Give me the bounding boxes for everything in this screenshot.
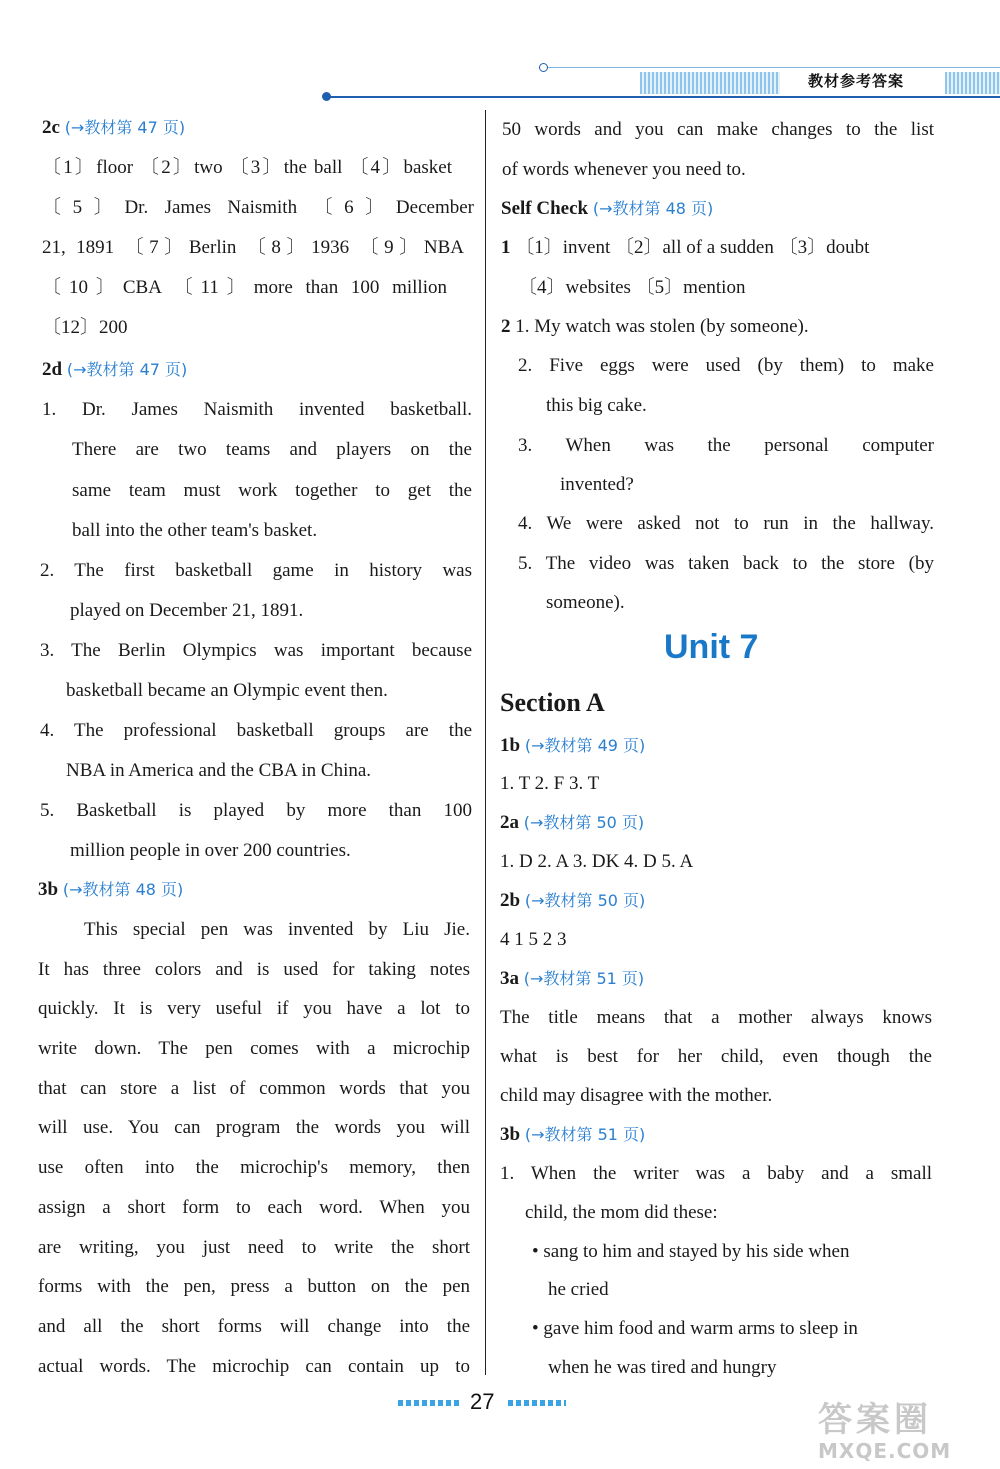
column-divider bbox=[485, 110, 486, 1375]
paragraph-line: what is best for her child, even though the bbox=[500, 1046, 932, 1067]
answer-line: 2. Five eggs were used (by them) to make bbox=[518, 355, 934, 376]
heading-2d: 2d (→教材第 47 页) bbox=[42, 359, 188, 380]
paragraph-line: This special pen was invented by Liu Jie. bbox=[84, 919, 470, 940]
paragraph-line: that can store a list of common words that you bbox=[38, 1078, 470, 1099]
paragraph-line: quickly. It is very useful if you have a lot to bbox=[38, 998, 470, 1019]
paragraph-line: use often into the microchip's memory, then bbox=[38, 1157, 470, 1178]
paragraph-line: and all the short forms will change into the bbox=[38, 1316, 470, 1337]
header-thin-line bbox=[548, 67, 1000, 68]
answer-line: 〔4〕websites 〔5〕mention bbox=[518, 277, 746, 298]
answer-line: invented? bbox=[560, 474, 634, 495]
answer-line: 〔12〕200 bbox=[42, 317, 128, 338]
paragraph-line: forms with the pen, press a button on the pen bbox=[38, 1276, 470, 1297]
paragraph-line: It has three colors and is used for taking notes bbox=[38, 959, 470, 980]
answer-line: 〔1〕floor 〔2〕two 〔3〕the ball 〔4〕basket bbox=[42, 157, 452, 178]
paragraph-line: will use. You can program the words you will bbox=[38, 1117, 470, 1138]
answer-line: 1. D 2. A 3. DK 4. D 5. A bbox=[500, 851, 694, 872]
answer-line: 3. When was the personal computer bbox=[518, 435, 934, 456]
answer-line: 〔5〕Dr. James Naismith 〔6〕December bbox=[42, 197, 474, 218]
heading-3a: 3a (→教材第 51 页) bbox=[500, 968, 645, 989]
paragraph-line: The title means that a mother always knows bbox=[500, 1007, 932, 1028]
answer-line: someone). bbox=[546, 592, 625, 613]
watermark-logo: 答案圈 MXQE.COM bbox=[818, 1400, 952, 1463]
answer-line: 1 〔1〕invent 〔2〕all of a sudden 〔3〕doubt bbox=[501, 237, 870, 258]
answer-line: million people in over 200 countries. bbox=[70, 840, 351, 861]
answer-line: 5. Basketball is played by more than 100 bbox=[40, 800, 472, 821]
bullet-line: when he was tired and hungry bbox=[548, 1357, 777, 1378]
answer-line: same team must work together to get the bbox=[72, 480, 472, 501]
answer-line: 4. We were asked not to run in the hallway. bbox=[518, 513, 934, 534]
heading-2c: 2c (→教材第 47 页) bbox=[42, 117, 186, 138]
paragraph-line: are writing, you just need to write the short bbox=[38, 1237, 470, 1258]
paragraph-line: of words whenever you need to. bbox=[502, 159, 746, 180]
paragraph-line: child may disagree with the mother. bbox=[500, 1085, 773, 1106]
page-number-ornament-left bbox=[398, 1400, 460, 1406]
answer-line: 〔10〕CBA 〔11〕more than 100 million bbox=[42, 277, 447, 298]
bullet-line: • sang to him and stayed by his side when bbox=[532, 1241, 850, 1262]
answer-line: 21, 1891 〔7〕Berlin 〔8〕1936 〔9〕NBA bbox=[42, 237, 464, 258]
page-number-ornament-right bbox=[508, 1400, 566, 1406]
heading-2a: 2a (→教材第 50 页) bbox=[500, 812, 645, 833]
paragraph-line: actual words. The microchip can contain up to bbox=[38, 1356, 470, 1377]
heading-self-check: Self Check (→教材第 48 页) bbox=[501, 198, 714, 219]
heading-2b: 2b (→教材第 50 页) bbox=[500, 890, 646, 911]
paragraph-line: write down. The pen comes with a microchip bbox=[38, 1038, 470, 1059]
header-dot-ornament bbox=[322, 92, 331, 101]
answer-line: played on December 21, 1891. bbox=[70, 600, 304, 621]
answer-line: basketball became an Olympic event then. bbox=[66, 680, 388, 701]
answer-line: 4. The professional basketball groups are the bbox=[40, 720, 472, 741]
section-title: Section A bbox=[500, 688, 605, 717]
answer-line: 2. The first basketball game in history was bbox=[40, 560, 472, 581]
answer-line: ball into the other team's basket. bbox=[72, 520, 318, 541]
heading-1b: 1b (→教材第 49 页) bbox=[500, 735, 646, 756]
unit-title: Unit 7 bbox=[664, 628, 759, 666]
bullet-line: • gave him food and warm arms to sleep in bbox=[532, 1318, 858, 1339]
answer-line: NBA in America and the CBA in China. bbox=[66, 760, 372, 781]
answer-line: 3. The Berlin Olympics was important because bbox=[40, 640, 472, 661]
header-stripe-right bbox=[945, 72, 1000, 94]
paragraph-line: assign a short form to each word. When you bbox=[38, 1197, 470, 1218]
answer-line: 5. The video was taken back to the store (by bbox=[518, 553, 934, 574]
bullet-line: he cried bbox=[548, 1279, 609, 1300]
answer-line: this big cake. bbox=[546, 395, 647, 416]
answer-line: child, the mom did these: bbox=[525, 1202, 718, 1223]
answer-line: 1. When the writer was a baby and a small bbox=[500, 1163, 932, 1184]
answer-line: There are two teams and players on the bbox=[72, 439, 472, 460]
answer-line: 1. T 2. F 3. T bbox=[500, 773, 600, 794]
page-number: 27 bbox=[470, 1389, 495, 1414]
header-title: 教材参考答案 bbox=[808, 72, 905, 90]
answer-line: 1. Dr. James Naismith invented basketball. bbox=[42, 399, 472, 420]
heading-3b: 3b (→教材第 48 页) bbox=[38, 879, 184, 900]
answer-line: 4 1 5 2 3 bbox=[500, 929, 567, 950]
header-rule bbox=[328, 96, 1000, 98]
answer-line: 2 1. My watch was stolen (by someone). bbox=[501, 316, 809, 337]
header-ring-ornament bbox=[539, 63, 548, 72]
paragraph-line: 50 words and you can make changes to the list bbox=[502, 119, 934, 140]
heading-3b-unit7: 3b (→教材第 51 页) bbox=[500, 1124, 646, 1145]
header-stripe-left bbox=[640, 72, 780, 94]
